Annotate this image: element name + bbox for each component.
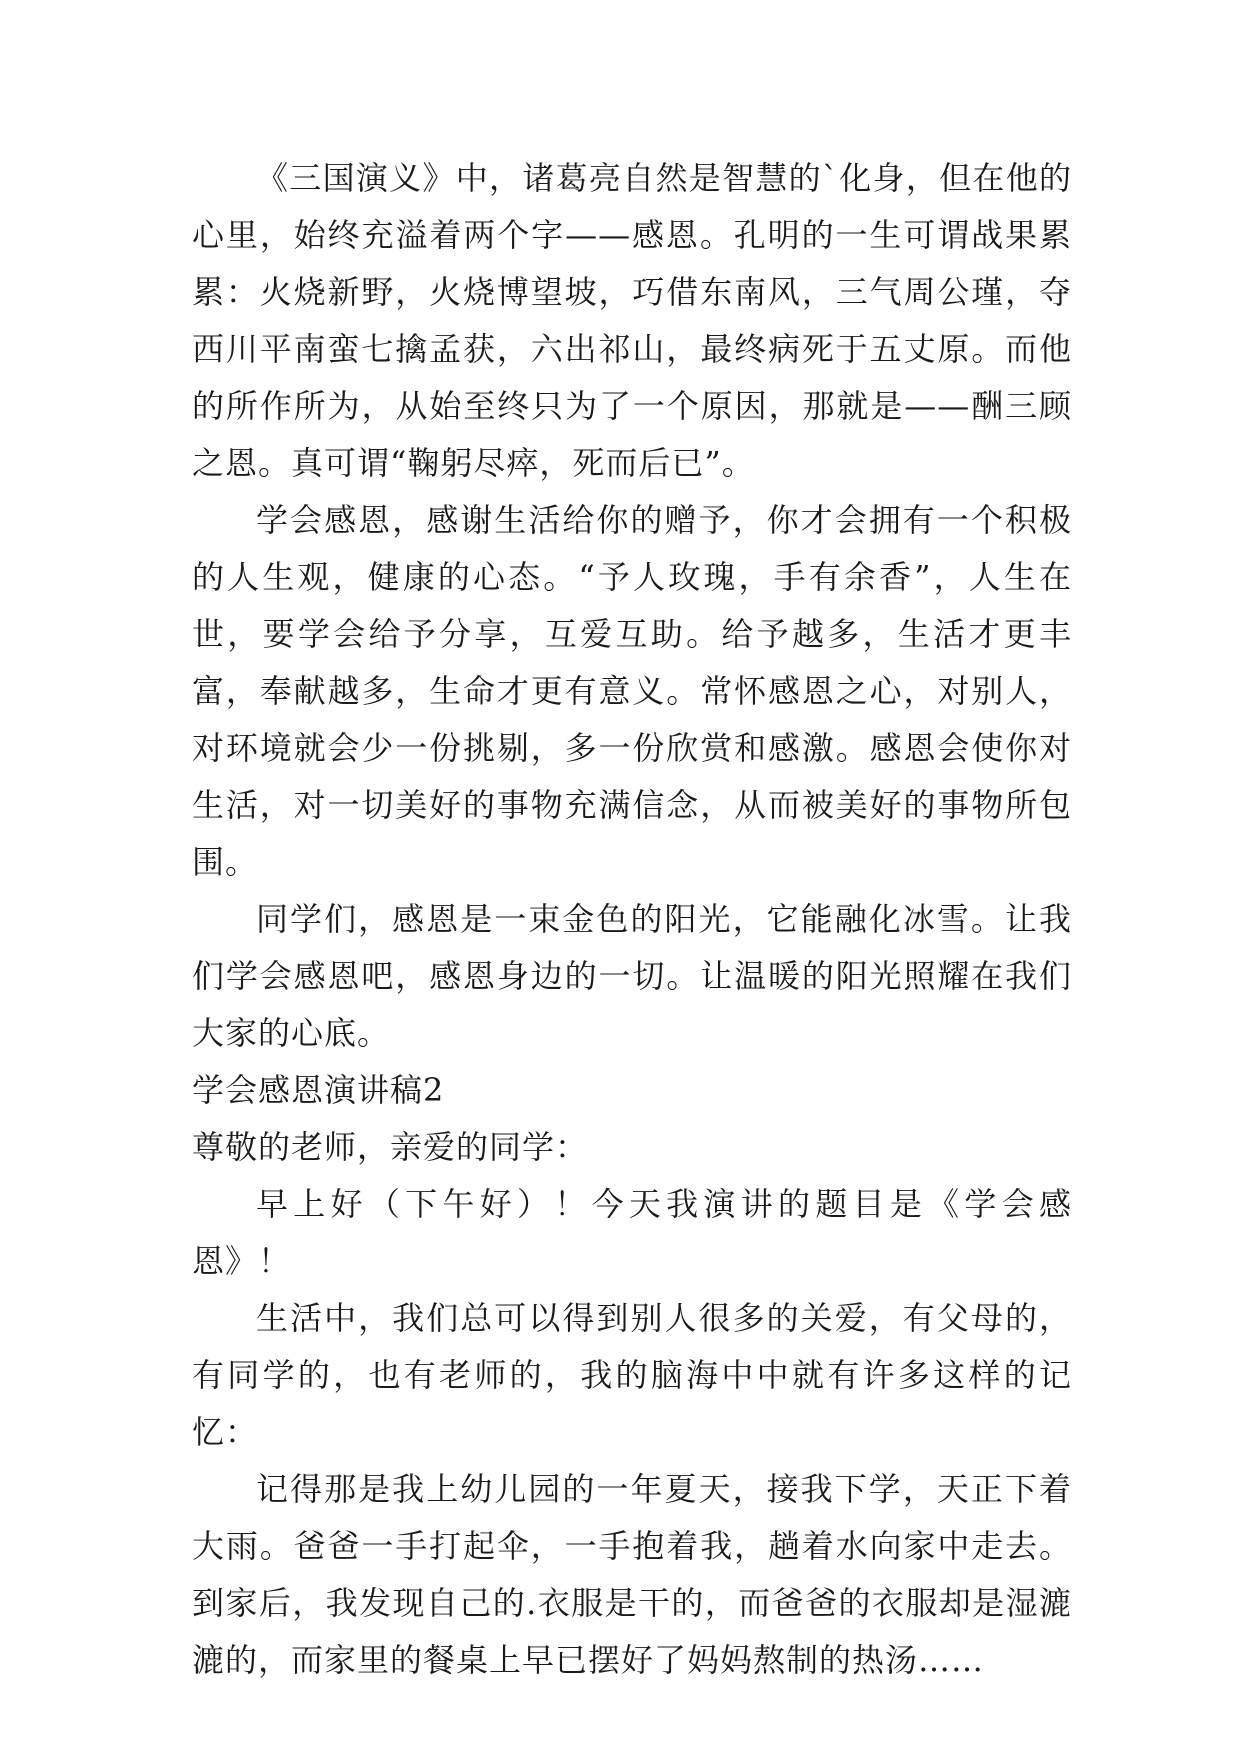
section-title: 学会感恩演讲稿2 (192, 1071, 445, 1109)
body-paragraph: 记得那是我上幼儿园的一年夏天，接我下学，天正下着大雨。爸爸一手打起伞，一手抱着我，趟着水向家中走去。到家后，我发现自己的.衣服是干的，而爸爸的衣服却是湿漉漉的，而家里的餐桌上早已摆好了妈妈熬制的热汤…… (192, 1470, 1072, 1679)
body-paragraph: 早上好（下午好）！今天我演讲的题目是《学会感恩》！ (192, 1185, 1072, 1280)
document-page (192, 150, 1072, 1689)
salutation: 尊敬的老师，亲爱的同学： (192, 1128, 589, 1166)
body-paragraph: 同学们，感恩是一束金色的阳光，它能融化冰雪。让我们学会感恩吧，感恩身边的一切。让温暖的阳光照耀在我们大家的心底。 (192, 900, 1072, 1052)
body-paragraph: 生活中，我们总可以得到别人很多的关爱，有父母的，有同学的，也有老师的，我的脑海中中就有许多这样的记忆： (192, 1299, 1072, 1451)
body-paragraph: 学会感恩，感谢生活给你的赠予，你才会拥有一个积极的人生观，健康的心态。“予人玫瑰，手有余香”，人生在世，要学会给予分享，互爱互助。给予越多，生活才更丰富，奉献越多，生命才更有意义。常怀感恩之心，对别人，对环境就会少一份挑剔，多一份欣赏和感激。感恩会使你对生活，对一切美好的事物充满信念，从而被美好的事物所包围。 (192, 501, 1072, 881)
body-paragraph: 《三国演义》中，诸葛亮自然是智慧的`化身，但在他的心里，始终充溢着两个字——感恩。孔明的一生可谓战果累累：火烧新野，火烧博望坡，巧借东南风，三气周公瑾，夺西川平南蛮七擒孟获，六出祁山，最终病死于五丈原。而他的所作所为，从始至终只为了一个原因，那就是——酬三顾之恩。真可谓“鞠躬尽瘁，死而后已”。 (192, 159, 1072, 482)
